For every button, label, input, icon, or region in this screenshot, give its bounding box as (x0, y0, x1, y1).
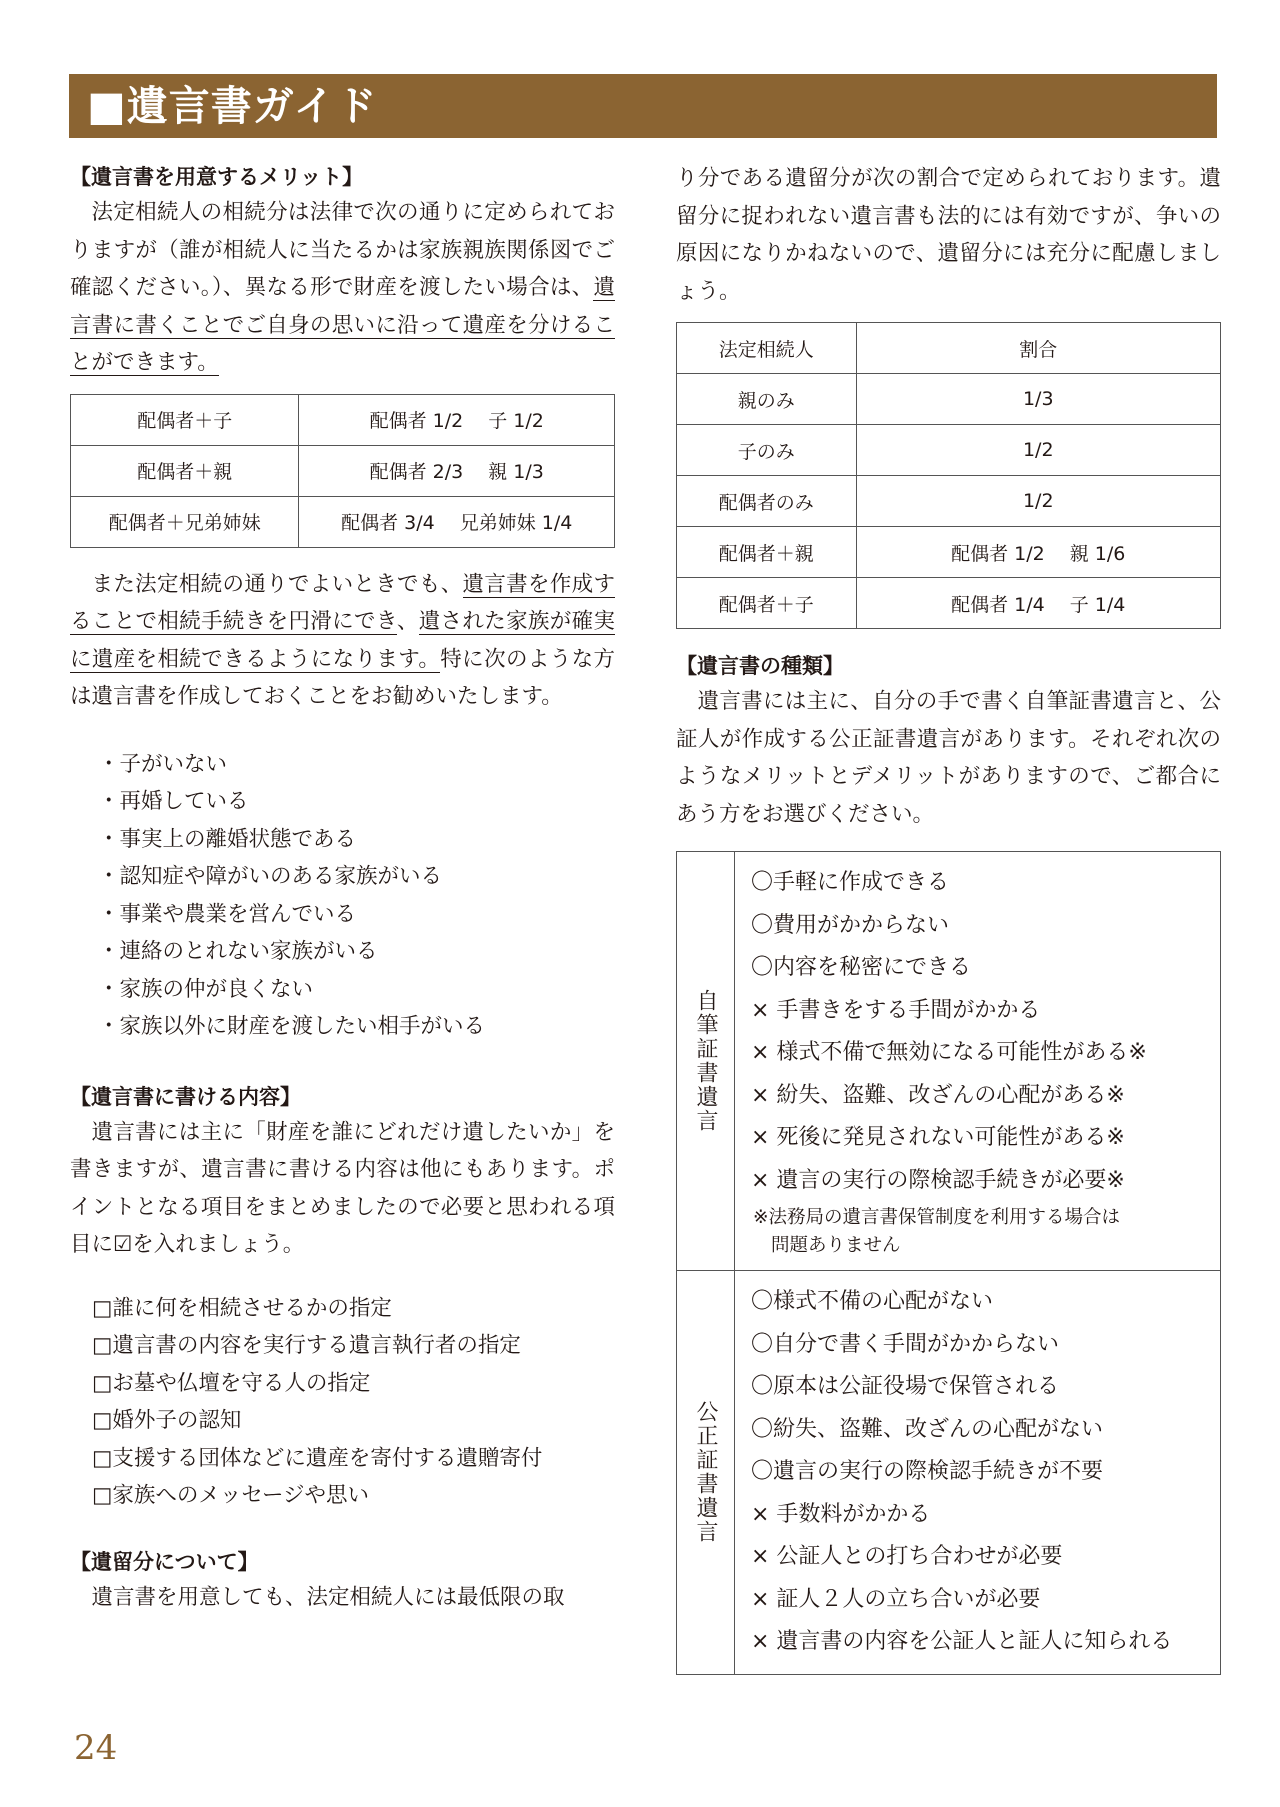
note (751, 1204, 1220, 1260)
table-cell: 1/2 (856, 425, 1220, 476)
list-item: ・子がいない (98, 751, 228, 777)
checklist-item: □誰に何を相続させるかの指定 (92, 1295, 392, 1321)
list-item: 〇内容を秘密にできる (751, 955, 972, 980)
list-item: × 証人２人の立ち合いが必要 (751, 1586, 1041, 1612)
notarial-will-items (735, 1271, 1221, 1675)
table-row (677, 374, 1221, 425)
right-column (676, 160, 1221, 1675)
types-paragraph: 遺言書には主に、自分の手で書く自筆証書遺言と、公証人が作成する公正証書遺言があります。それぞれ次のようなメリットとデメリットがありますので、ご都合にあう方をお選びください。 (676, 689, 1221, 827)
checklist-item: □支援する団体などに遺産を寄付する遺贈寄付 (92, 1445, 543, 1471)
recommend-paragraph (70, 566, 615, 716)
list-item: 〇手軽に作成できる (751, 870, 950, 895)
recommend-text: 特に次のような方は遺言書を作成しておくことをお勧めいたします。 (70, 646, 615, 709)
list-item: 〇紛失、盗難、改ざんの心配がない (751, 1416, 1104, 1442)
recommend-list (70, 746, 615, 1046)
holographic-will-items (735, 852, 1221, 1271)
page-title: ■遺言書ガイド (69, 74, 1217, 138)
table-cell: 子のみ (677, 425, 857, 476)
merit-underlined-text: 遺言書に書くことでご自身の思いに沿って遺産を分けることができます。 (70, 275, 615, 375)
merit-text: 法定相続人の相続分は法律で次の通りに定められておりますが（誰が相続人に当たるかは家族親族関係図でご確認ください。）、異なる形で財産を渡したい場合は、 (70, 200, 615, 300)
table-cell: 配偶者 1/4 子 1/4 (856, 578, 1220, 629)
holographic-will-label: 自筆証書遺言 (677, 852, 735, 1271)
table-cell: 1/3 (856, 374, 1220, 425)
recommend-text: 、 (396, 609, 419, 634)
checklist-item: □婚外子の認知 (92, 1408, 242, 1433)
list-item: ・再婚している (98, 789, 249, 814)
table-row (677, 852, 1221, 1271)
table-cell: 配偶者＋子 (71, 394, 299, 445)
table-cell: 配偶者 2/3 親 1/3 (299, 445, 615, 496)
note-line: 問題ありません (771, 1235, 901, 1256)
list-item: × 遺言の実行の際検認手続きが必要※ (751, 1167, 1125, 1193)
table-row (71, 394, 615, 445)
reserved-paragraph-start: 遺言書を用意しても、法定相続人には最低限の取 (91, 1584, 565, 1610)
table-header-cell: 法定相続人 (677, 323, 857, 374)
list-item: × 紛失、盗難、改ざんの心配がある※ (751, 1082, 1125, 1108)
contents-heading: 【遺言書に書ける内容】 (70, 1084, 301, 1109)
list-item: ・事業や農業を営んでいる (98, 901, 357, 927)
table-cell: 親のみ (677, 374, 857, 425)
reserved-paragraph-cont: り分である遺留分が次の割合で定められております。遺留分に捉われない遺言書も法的には有効ですが、争いの原因になりかねないので、遺留分には充分に配慮しましょう。 (676, 166, 1221, 304)
table-cell: 配偶者＋親 (71, 445, 299, 496)
table-cell: 配偶者＋親 (677, 527, 857, 578)
note-line: ※法務局の遺言書保管制度を利用する場合は (753, 1207, 1121, 1228)
checklist-item: □お墓や仏壇を守る人の指定 (92, 1370, 371, 1396)
merit-heading: 【遺言書を用意するメリット】 (70, 165, 364, 189)
table-cell: 配偶者＋兄弟姉妹 (71, 496, 299, 547)
list-item: ・認知症や障がいのある家族がいる (98, 864, 443, 889)
list-item: ・家族の仲が良くない (98, 976, 314, 1002)
table-cell: 配偶者＋子 (677, 578, 857, 629)
list-item: ・家族以外に財産を渡したい相手がいる (98, 1014, 486, 1039)
list-item: × 手書きをする手間がかかる (751, 997, 1041, 1023)
table-row (677, 578, 1221, 629)
table-row (71, 445, 615, 496)
types-heading: 【遺言書の種類】 (676, 654, 844, 678)
will-types-table (676, 851, 1221, 1675)
list-item: ・事実上の離婚状態である (98, 826, 357, 852)
left-column (70, 160, 615, 1616)
table-header-row (677, 323, 1221, 374)
list-item: × 手数料がかかる (751, 1501, 931, 1527)
table-row (677, 1271, 1221, 1675)
list-item: 〇原本は公証役場で保管される (751, 1374, 1060, 1399)
table-cell: 1/2 (856, 476, 1220, 527)
contents-checklist (70, 1290, 615, 1515)
list-item: 〇遺言の実行の際検認手続きが不要 (751, 1459, 1104, 1484)
notarial-will-label: 公正証書遺言 (677, 1271, 735, 1675)
table-cell: 配偶者 1/2 親 1/6 (856, 527, 1220, 578)
list-item: 〇費用がかからない (751, 912, 950, 938)
table-row (677, 527, 1221, 578)
statutory-share-table (70, 394, 615, 548)
table-cell: 配偶者 3/4 兄弟姉妹 1/4 (299, 496, 615, 547)
list-item: × 遺言書の内容を公証人と証人に知られる (751, 1629, 1173, 1654)
recommend-text: また法定相続の通りでよいときでも、 (91, 571, 463, 597)
list-item: 〇自分で書く手間がかからない (751, 1331, 1060, 1357)
list-item: × 死後に発見されない可能性がある※ (751, 1125, 1125, 1150)
table-row (71, 496, 615, 547)
recommend-underlined-text: 遺された家族が確実に遺産を相続できるようになります。 (70, 609, 615, 672)
page-number: 24 (74, 1728, 118, 1768)
list-item: × 様式不備で無効になる可能性がある※ (751, 1040, 1147, 1065)
reserved-heading: 【遺留分について】 (70, 1549, 259, 1574)
table-header-cell: 割合 (856, 323, 1220, 374)
list-item: × 公証人との打ち合わせが必要 (751, 1544, 1063, 1569)
table-cell: 配偶者のみ (677, 476, 857, 527)
table-cell: 配偶者 1/2 子 1/2 (299, 394, 615, 445)
reserved-share-table (676, 322, 1221, 629)
checklist-item: □遺言書の内容を実行する遺言執行者の指定 (92, 1333, 521, 1358)
table-row (677, 425, 1221, 476)
table-row (677, 476, 1221, 527)
recommend-underlined-text: 遺言書を作成することで相続手続きを円滑にでき (70, 571, 615, 634)
list-item: ・連絡のとれない家族がいる (98, 939, 378, 964)
merit-paragraph (70, 194, 615, 382)
contents-paragraph: 遺言書には主に「財産を誰にどれだけ遺したいか」を書きますが、遺言書に書ける内容は他にもあります。ポイントとなる項目をまとめましたので必要と思われる項目に☑を入れましょう。 (70, 1119, 615, 1257)
checklist-item: □家族へのメッセージや思い (92, 1483, 370, 1508)
list-item: 〇様式不備の心配がない (751, 1289, 994, 1314)
